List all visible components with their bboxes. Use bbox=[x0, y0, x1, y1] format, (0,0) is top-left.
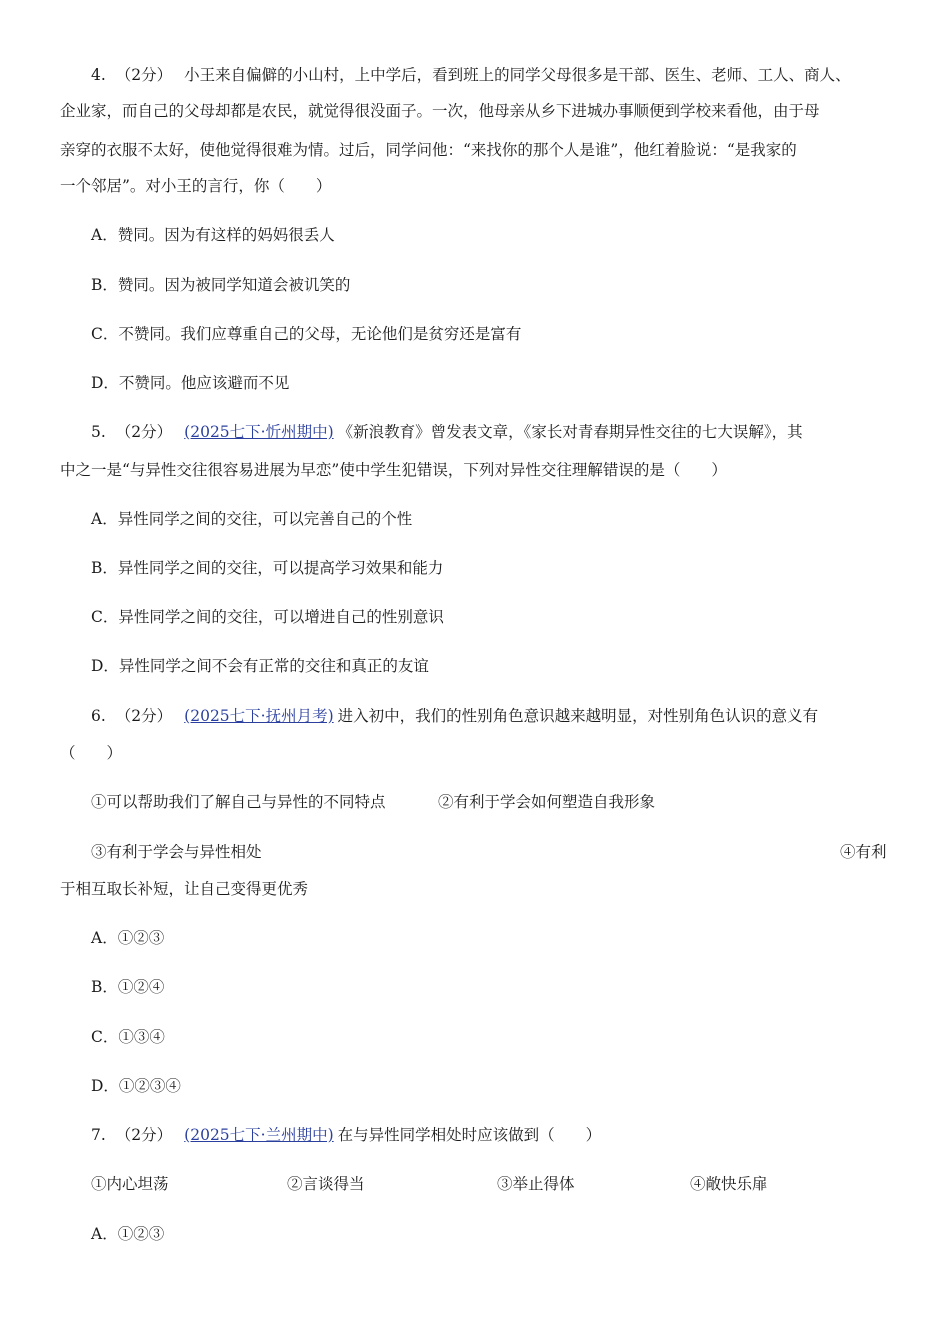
question-5-first-line bbox=[91, 422, 803, 442]
option-d: D．异性同学之间不会有正常的交往和真正的友谊 bbox=[91, 657, 429, 675]
statement-2: ②言谈得当 bbox=[287, 1175, 365, 1193]
question-score: （2分） bbox=[115, 1126, 173, 1144]
option-c: C．异性同学之间的交往，可以增进自己的性别意识 bbox=[91, 608, 444, 626]
question-text: 进入初中，我们的性别角色意识越来越明显，对性别角色认识的意义有 bbox=[337, 707, 819, 725]
question-number: 4. bbox=[91, 66, 106, 84]
option-a: A．①②③ bbox=[91, 1225, 165, 1243]
option-c: C．不赞同。我们应尊重自己的父母，无论他们是贫穷还是富有 bbox=[91, 325, 522, 343]
question-number: 6. bbox=[91, 707, 106, 725]
statement-3: ③举止得体 bbox=[497, 1175, 575, 1193]
statement-3: ③有利于学会与异性相处 bbox=[91, 843, 262, 861]
question-6-first-line bbox=[91, 706, 818, 726]
question-text: 亲穿的衣服不太好，使他觉得很难为情。过后，同学问他：“来找你的那个人是谁”，他红着脸说：“是我家的 bbox=[60, 141, 797, 159]
question-text: （ ） bbox=[60, 744, 123, 762]
statement-4-continued: 于相互取长补短，让自己变得更优秀 bbox=[60, 880, 309, 898]
statement-4: ④有利 bbox=[840, 843, 887, 861]
option-d: D．①②③④ bbox=[91, 1077, 181, 1095]
question-text: 中之一是“与异性交往很容易进展为早恋”使中学生犯错误，下列对异性交往理解错误的是（ ） bbox=[60, 461, 727, 479]
source-link[interactable]: (2025七下·兰州期中) bbox=[184, 1126, 334, 1144]
question-number: 5. bbox=[91, 423, 106, 441]
question-text: 企业家，而自己的父母却都是农民，就觉得很没面子。一次，他母亲从乡下进城办事顺便到学校来看他，由于母 bbox=[60, 102, 820, 120]
question-text: 一个邻居”。对小王的言行，你（ ） bbox=[60, 177, 332, 195]
question-score: （2分） bbox=[115, 707, 173, 725]
source-link[interactable]: (2025七下·抚州月考) bbox=[184, 707, 334, 725]
statement-2: ②有利于学会如何塑造自我形象 bbox=[438, 793, 656, 811]
question-number: 7. bbox=[91, 1126, 106, 1144]
option-d: D．不赞同。他应该避而不见 bbox=[91, 374, 290, 392]
statement-4: ④敞快乐扉 bbox=[690, 1175, 768, 1193]
option-b: B．异性同学之间的交往，可以提高学习效果和能力 bbox=[91, 559, 444, 577]
question-4-first-line bbox=[91, 65, 851, 85]
option-c: C．①③④ bbox=[91, 1028, 165, 1046]
question-text: 《新浪教育》曾发表文章，《家长对青春期异性交往的七大误解》，其 bbox=[337, 423, 803, 441]
question-text: 小王来自偏僻的小山村，上中学后，看到班上的同学父母很多是干部、医生、老师、工人、商人、 bbox=[184, 66, 851, 84]
option-a: A．①②③ bbox=[91, 929, 165, 947]
statement-1: ①内心坦荡 bbox=[91, 1175, 169, 1193]
option-b: B．赞同。因为被同学知道会被讥笑的 bbox=[91, 276, 351, 294]
question-7-first-line bbox=[91, 1125, 601, 1145]
statement-1: ①可以帮助我们了解自己与异性的不同特点 bbox=[91, 793, 386, 811]
question-score: （2分） bbox=[115, 66, 173, 84]
option-a: A．赞同。因为有这样的妈妈很丢人 bbox=[91, 226, 335, 244]
question-text: 在与异性同学相处时应该做到（ ） bbox=[337, 1126, 602, 1144]
source-link[interactable]: (2025七下·忻州期中) bbox=[184, 423, 334, 441]
question-score: （2分） bbox=[115, 423, 173, 441]
option-a: A．异性同学之间的交往，可以完善自己的个性 bbox=[91, 510, 413, 528]
option-b: B．①②④ bbox=[91, 978, 165, 996]
